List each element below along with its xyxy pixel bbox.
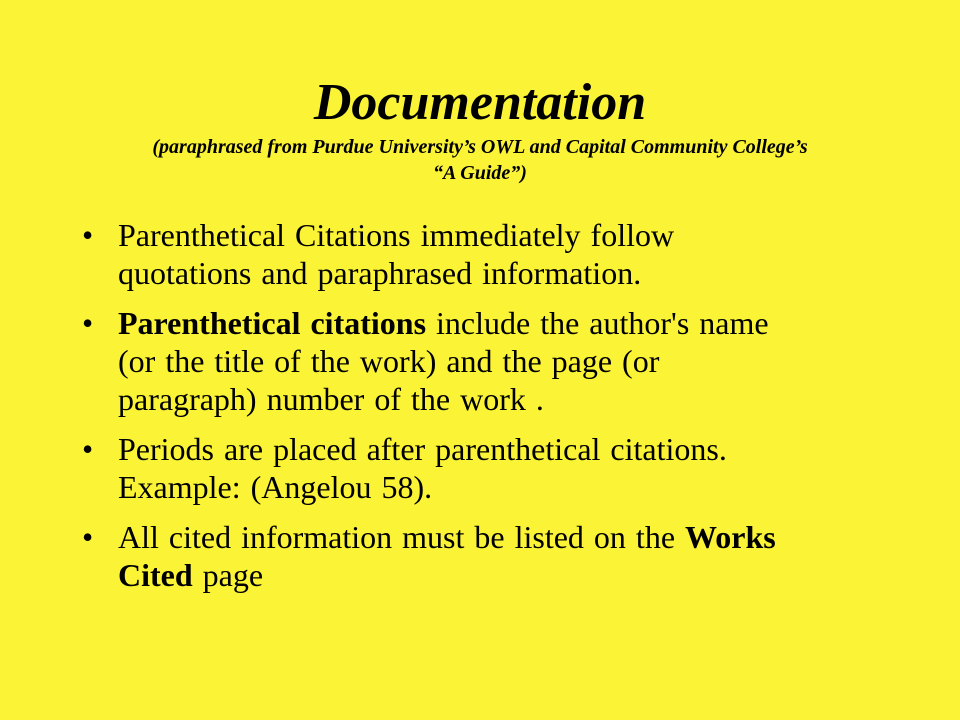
- bullet-bold-term: Works: [685, 519, 776, 555]
- bullet-text-line: paragraph) number of the work .: [118, 381, 544, 417]
- bullet-text-line: All cited information must be listed on the: [118, 519, 686, 555]
- bullet-bold-term: Parenthetical citations: [118, 305, 427, 341]
- bullet-item: [82, 216, 882, 292]
- bullet-icon: •: [82, 431, 94, 467]
- bullet-list: [82, 216, 882, 606]
- bullet-text-line: Periods are placed after parenthetical citations.: [118, 431, 727, 467]
- bullet-text-line: Example: (Angelou 58).: [118, 469, 433, 505]
- bullet-icon: •: [82, 305, 94, 341]
- subtitle-line-2: “A Guide”): [433, 162, 527, 184]
- bullet-text-line: include the author's name: [426, 305, 769, 341]
- bullet-item: [82, 304, 882, 418]
- bullet-text-line: Parenthetical Citations immediately follow: [118, 217, 675, 253]
- bullet-icon: •: [82, 217, 94, 253]
- subtitle-line-1: (paraphrased from Purdue University’s OWL and Capital Community College’s: [152, 136, 808, 158]
- slide-title: Documentation: [313, 74, 647, 131]
- bullet-item: [82, 430, 882, 506]
- bullet-text-line: quotations and paraphrased information.: [118, 255, 642, 291]
- slide-subtitle: [60, 134, 900, 186]
- bullet-text-line: page: [192, 557, 264, 593]
- bullet-item: [82, 518, 882, 594]
- title-block: [60, 72, 900, 186]
- bullet-icon: •: [82, 519, 94, 555]
- bullet-bold-term: Cited: [118, 557, 193, 593]
- bullet-text-line: (or the title of the work) and the page (or: [118, 343, 660, 379]
